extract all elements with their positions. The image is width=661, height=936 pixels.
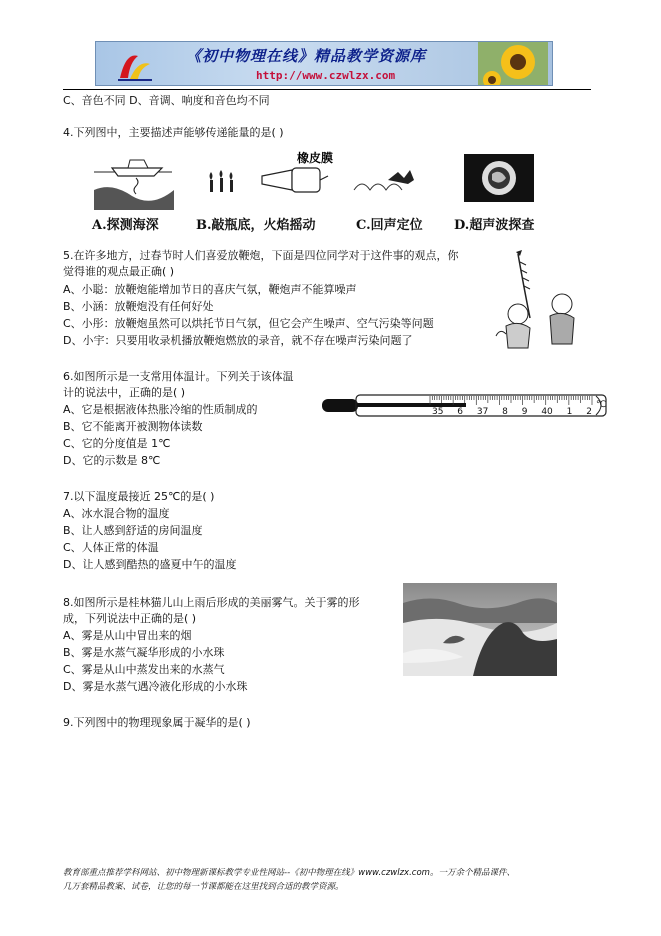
q5-option-b: B、小涵：放鞭炮没有任何好处: [63, 300, 214, 313]
site-logo-icon: [116, 48, 154, 82]
scale-label: 35: [432, 407, 444, 417]
boat-sonar-icon: [94, 160, 174, 210]
ultrasound-scan-icon: [464, 154, 534, 202]
scale-label: 37: [476, 407, 489, 417]
header-rule: [63, 89, 591, 90]
foggy-mountain-photo: [403, 583, 557, 676]
scale-label: 1: [566, 407, 573, 417]
q4-figures: [92, 150, 562, 212]
thermometer-scale: [432, 407, 592, 419]
q8-stem-line2: 成，下列说法中正确的是( ): [63, 612, 197, 625]
candle-bottle-icon: [210, 168, 329, 192]
q5-option-a: A、小聪：放鞭炮能增加节日的喜庆气氛，鞭炮声不能算噪声: [63, 283, 357, 296]
membrane-label: 橡皮膜: [297, 151, 334, 165]
q4-caption-a: A.探测海深: [92, 218, 159, 233]
q4-stem: 4.下列图中，主要描述声能够传递能量的是( ): [63, 126, 284, 139]
bat-echolocation-icon: [354, 170, 414, 190]
scale-label: 9: [521, 407, 528, 417]
q8-stem-line1: 8.如图所示是桂林猫儿山上雨后形成的美丽雾气。关于雾的形: [63, 596, 360, 609]
q5-stem-line1: 5.在许多地方，过春节时人们喜爱放鞭炮，下面是四位同学对于这件事的观点，你: [63, 249, 459, 262]
q4-caption-c: C.回声定位: [356, 218, 423, 233]
q6-stem-line2: 计的说法中，正确的是( ): [63, 386, 186, 399]
q6-option-b: B、它不能离开被测物体读数: [63, 420, 203, 433]
sunflower-icon: [478, 42, 548, 86]
q7-stem: 7.以下温度最接近 25℃的是( ): [63, 490, 215, 503]
q9-stem: 9.下列图中的物理现象属于凝华的是( ): [63, 716, 251, 729]
site-url[interactable]: http://www.czwlzx.com: [256, 69, 396, 82]
scale-label: 40: [541, 407, 553, 417]
q3-options-tail: C、音色不同 D、音调、响度和音色均不同: [63, 94, 270, 107]
thermometer: [320, 390, 610, 420]
q4-caption-d: D.超声波探查: [454, 218, 535, 233]
firecracker-kids-illustration: [490, 248, 588, 356]
q7-option-b: B、让人感到舒适的房间温度: [63, 524, 203, 537]
thermometer-unit: ℃: [596, 400, 607, 410]
scale-label: 6: [457, 407, 464, 417]
q8-option-b: B、雾是水蒸气凝华形成的小水珠: [63, 646, 225, 659]
q6-option-c: C、它的分度值是 1℃: [63, 437, 171, 450]
scale-label: 8: [502, 407, 508, 417]
q7-option-c: C、人体正常的体温: [63, 541, 159, 554]
scale-label: 2: [586, 407, 592, 417]
site-banner: [95, 41, 553, 86]
q6-stem-line1: 6.如图所示是一支常用体温计。下列关于该体温: [63, 370, 294, 383]
footer-line2: 几万套精品教案、试卷，让您的每一节课都能在这里找到合适的教学资源。: [63, 882, 344, 892]
q8-option-a: A、雾是从山中冒出来的烟: [63, 629, 192, 642]
q5-option-d: D、小宇：只要用收录机播放鞭炮燃放的录音，就不存在噪声污染问题了: [63, 334, 413, 347]
q7-option-d: D、让人感到酷热的盛夏中午的温度: [63, 558, 237, 571]
q5-stem-line2: 觉得谁的观点最正确( ): [63, 265, 175, 278]
q6-option-d: D、它的示数是 8℃: [63, 454, 161, 467]
footer-line1: 教育部重点推荐学科网站、初中物理新课标教学专业性网站--《初中物理在线》www.czwlzx.com。一万余个精品课件、: [63, 868, 515, 878]
q6-option-a: A、它是根据液体热胀冷缩的性质制成的: [63, 403, 258, 416]
q7-option-a: A、冰水混合物的温度: [63, 507, 170, 520]
q8-option-c: C、雾是从山中蒸发出来的水蒸气: [63, 663, 225, 676]
q5-option-c: C、小彤：放鞭炮虽然可以烘托节日气氛，但它会产生噪声、空气污染等问题: [63, 317, 434, 330]
q8-option-d: D、雾是水蒸气遇冷液化形成的小水珠: [63, 680, 248, 693]
site-title: 《初中物理在线》精品教学资源库: [186, 47, 427, 65]
q4-caption-b: B.敲瓶底，火焰摇动: [196, 218, 316, 233]
